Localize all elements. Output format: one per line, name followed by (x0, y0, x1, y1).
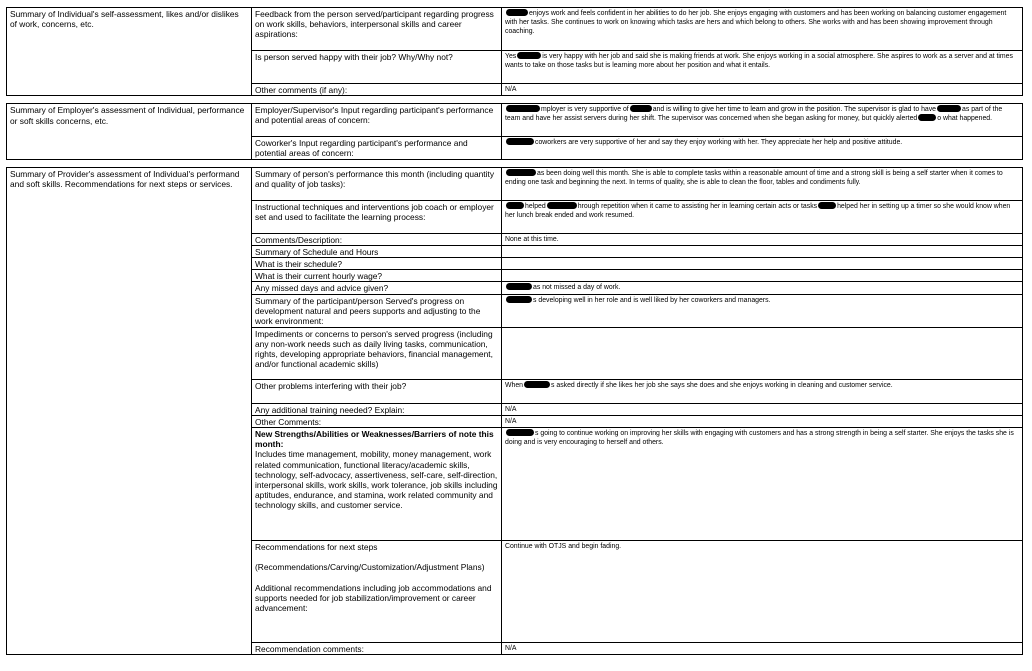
answer-text: helped her in setting up a timer so she would know when her lunch break ended and work resumed. (505, 202, 1011, 219)
answer-cell (502, 428, 1023, 541)
question-text: Coworker's Input regarding participant's performance and potential areas of concern: (255, 138, 468, 159)
answer-text: None at this time. (505, 235, 559, 243)
answer-text: Yes (505, 53, 517, 60)
question-text: Other problems interfering with their job? (255, 380, 407, 391)
question-text: Is person served happy with their job? Why/Why not? (255, 52, 453, 62)
question-text: Impediments or concerns to person's served progress (including any non-work needs such as daily living tasks, communication, rights, developing appropriate behaviors, financial management, and/or functional academic skills) (255, 328, 493, 370)
answer-cell (502, 84, 1023, 96)
redaction-mark (506, 9, 528, 16)
question-text: Summary of Schedule and Hours (255, 246, 379, 257)
redaction-mark (506, 429, 534, 436)
question-text: Recommendation comments: (255, 644, 364, 655)
question-heading: New Strengths/Abilities or Weaknesses/Barriers of note this month: (255, 429, 494, 450)
section-gap (252, 159, 502, 167)
question-cell (252, 258, 502, 270)
assessment-document (6, 7, 1022, 655)
answer-text: s developing well in her role and is well liked by her coworkers and managers. (533, 296, 771, 304)
question-text: Feedback from the person served/participant regarding progress on work skills, behaviors, interpersonal skills and career aspirations: (255, 9, 494, 40)
answer-cell (502, 167, 1023, 200)
answer-text: N/A (505, 405, 517, 413)
redaction-mark (506, 283, 532, 290)
question-cell (252, 294, 502, 327)
redaction-mark (918, 114, 936, 121)
section-gap-row (7, 159, 1023, 167)
question-text: Other Comments: (255, 416, 322, 427)
question-cell (252, 137, 502, 159)
answer-text: mployer is very supportive of (541, 106, 629, 114)
answer-text: coworkers are very supportive of her and say they enjoy working with her. They appreciate her help and positive attitude. (535, 139, 903, 147)
assessment-table-body (7, 8, 1023, 655)
answer-cell (502, 51, 1023, 84)
question-text: Comments/Description: (255, 234, 343, 245)
question-text: Includes time management, mobility, money management, work related communication, functional literacy/academic skills, technology, self-advocacy, assertiveness, self-care, self-direction, interpersonal skills, work skills, work tolerance, job skills including aptitudes, endurance, and stamina, work related community and technology skills, and customer service. (255, 449, 498, 511)
table-row (7, 167, 1023, 200)
answer-text: N/A (505, 86, 517, 93)
question-cell (252, 643, 502, 655)
answer-text: N/A (505, 417, 517, 425)
section-gap (7, 159, 252, 167)
answer-cell (502, 282, 1023, 294)
question-cell (252, 403, 502, 415)
question-text: Instructional techniques and interventions job coach or employer set and used to facilitate the learning process: (255, 201, 494, 222)
section-summary-label: Summary of Provider's assessment of Individual's performand and soft skills. Recommendations for next steps or services. (7, 167, 252, 655)
redaction-mark (937, 105, 961, 112)
answer-text: o what happened. (937, 115, 993, 123)
question-cell (252, 51, 502, 84)
question-text: Employer/Supervisor's Input regarding participant's performance and potential areas of concern: (255, 105, 494, 126)
answer-text: hrough repetition when it came to assisting her in learning certain acts or tasks (577, 202, 818, 210)
section-gap (252, 96, 502, 104)
redaction-mark (524, 381, 550, 388)
answer-cell (502, 200, 1023, 233)
question-text: Other comments (if any): (255, 85, 348, 95)
redaction-mark (818, 202, 836, 209)
answer-cell (502, 8, 1023, 51)
question-cell (252, 245, 502, 257)
question-cell (252, 233, 502, 245)
answer-cell (502, 379, 1023, 403)
answer-cell (502, 327, 1023, 379)
question-text: Any missed days and advice given? (255, 283, 389, 294)
question-cell (252, 84, 502, 96)
redaction-mark (547, 202, 577, 209)
assessment-table (6, 7, 1023, 655)
question-cell (252, 270, 502, 282)
question-text: Recommendations for next steps (Recommendations/Carving/Customization/Adjustment Plans) Additional recommendations including job accommodations and supports needed for job stabilization/improvement or career advancement: (255, 542, 492, 614)
answer-cell (502, 403, 1023, 415)
answer-text: as not missed a day of work. (533, 284, 621, 292)
section-gap (502, 159, 1023, 167)
question-text: Summary of the participant/person Served's progress on development natural and peers supports and adjusting to the work environment: (255, 295, 481, 327)
answer-cell (502, 294, 1023, 327)
section-summary-label: Summary of Individual's self-assessment, likes and/or dislikes of work, concerns, etc. (7, 8, 252, 96)
question-text: What is their schedule? (255, 259, 343, 270)
question-cell (252, 428, 502, 541)
answer-cell (502, 245, 1023, 257)
answer-text: and is willing to give her time to learn and grow in the position. The supervisor is glad to have (652, 106, 937, 114)
question-cell (252, 200, 502, 233)
redaction-mark (506, 105, 540, 112)
question-text: Any additional training needed? Explain: (255, 404, 405, 415)
question-cell (252, 282, 502, 294)
redaction-mark (517, 52, 541, 59)
answer-cell (502, 233, 1023, 245)
question-cell (252, 379, 502, 403)
question-cell (252, 541, 502, 643)
table-row (7, 104, 1023, 137)
answer-text: s asked directly if she likes her job she says she does and she enjoys working in cleaning and customer service. (551, 381, 893, 389)
answer-text: helped (525, 202, 546, 210)
answer-text: as part of the team and have her assist servers during her shift. The supervisor was concerned when she began asking for money, but quickly alerted (505, 106, 1003, 123)
redaction-mark (506, 169, 536, 176)
question-cell (252, 327, 502, 379)
section-gap-row (7, 96, 1023, 104)
question-text: Summary of person's performance this month (including quantity and quality of job tasks): (255, 168, 495, 189)
answer-cell (502, 104, 1023, 137)
section-gap (7, 96, 252, 104)
answer-cell (502, 137, 1023, 159)
question-cell (252, 8, 502, 51)
redaction-mark (506, 202, 524, 209)
question-cell (252, 104, 502, 137)
answer-cell (502, 258, 1023, 270)
answer-text: When (505, 381, 524, 389)
answer-text: Continue with OTJS and begin fading. (505, 543, 622, 551)
answer-text: enjoys work and feels confident in her abilities to do her job. She enjoys engaging with customers and has been working on balancing customer engagement with her tasks. She continues to work on knowing which tasks are hers and which belong to others. She works with and has been showing improvement through coaching. (505, 10, 1007, 35)
table-row (7, 8, 1023, 51)
redaction-mark (506, 296, 532, 303)
question-text: What is their current hourly wage? (255, 271, 383, 282)
question-cell (252, 415, 502, 427)
answer-text: s going to continue working on improving her skills with engaging with customers and has a strong strength in being a self starter. She enjoys the tasks she is doing and is very encouraging to herself and others. (505, 430, 1014, 447)
answer-cell (502, 415, 1023, 427)
redaction-mark (506, 138, 534, 145)
redaction-mark (630, 105, 652, 112)
question-cell (252, 167, 502, 200)
section-summary-label: Summary of Employer's assessment of Individual, performance or soft skills concerns, etc. (7, 104, 252, 159)
answer-text: N/A (505, 645, 517, 653)
section-gap (502, 96, 1023, 104)
answer-cell (502, 643, 1023, 655)
answer-text: as been doing well this month. She is able to complete tasks within a reasonable amount of time and a strong skill is being a self starter when it comes to ending one task and beginning the next. In terms of quality, she is able to clean the floor, tables and condiments fully. (505, 169, 1003, 186)
answer-cell (502, 270, 1023, 282)
answer-cell (502, 541, 1023, 643)
answer-text: is very happy with her job and said she is making friends at work. She enjoys working in a social atmosphere. She aspires to work as a server and at times wants to take on those tasks but is learning more about her position and what it entails. (505, 53, 1013, 69)
